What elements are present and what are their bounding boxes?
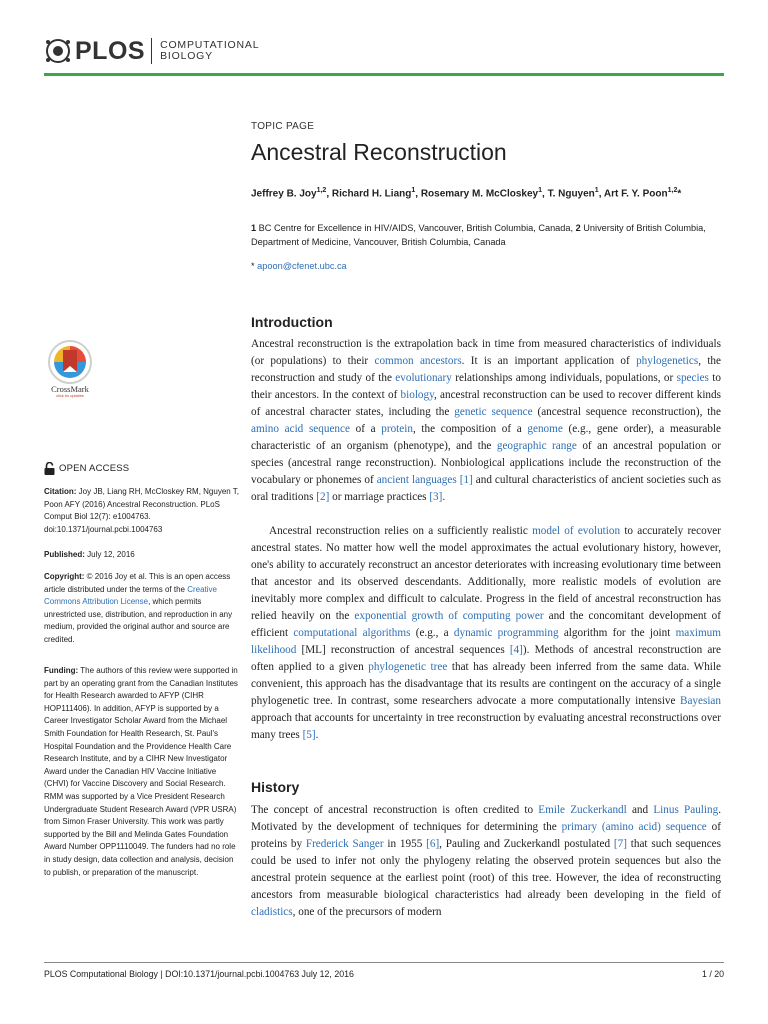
author-name: T. Nguyen [547,188,595,200]
inline-link[interactable]: exponential growth of computing power [354,610,544,622]
body-paragraph [251,336,721,506]
body-text: , Pauling and Zuckerkandl postulated [439,838,614,850]
published-text: July 12, 2016 [87,550,135,559]
body-text: in 1955 [383,838,427,850]
inline-link[interactable]: amino acid sequence [251,423,350,435]
inline-link[interactable]: [4] [509,644,523,656]
section-heading-introduction: Introduction [251,314,333,330]
journal-name [160,40,259,62]
inline-link[interactable]: geographic range [496,440,577,452]
author-separator: , [415,188,421,200]
body-text: The concept of ancestral reconstruction is often credited to [251,804,539,816]
body-text: , ancestral reconstruction can be used to recover different kinds of ancestral character states, including the [251,389,721,418]
author-affiliation-marker: 1,2 [667,187,678,194]
author-separator: , [598,188,604,200]
body-text: [ML] reconstruction of ancestral sequences [296,644,510,656]
copyright-label: Copyright: [44,572,85,581]
inline-link[interactable]: evolutionary [395,372,452,384]
crossmark-label: CrossMark [51,384,89,394]
body-text: that such sequences could be used to infer not only the phylogeny relating the observed protein sequences but also the ancestral protein sequence at the earliest point (root) of this tree. However, the idea of reconstructing ancestors from measurable biological characteristics had already been developing in the field of [251,838,722,901]
funding-statement [44,665,241,879]
published-label: Published: [44,550,85,559]
inline-link[interactable]: common ancestors [374,355,462,367]
affiliations [251,222,706,249]
inline-link[interactable]: [2] [316,491,330,503]
published-date [44,549,241,562]
copyright-notice [44,571,241,647]
author-affiliation-marker: 1 [594,187,599,194]
inline-link[interactable]: phylogenetics [636,355,699,367]
copyright-text: © 2016 Joy et al. This is an open access article distributed under the terms of the [44,572,231,594]
body-text: , the composition of a [412,423,528,435]
inline-link[interactable]: [6] [426,838,440,850]
body-text: (e.g., gene order), a measurable characteristic of an organism (phenotype), and the [251,423,721,452]
body-text: , the reconstruction and study of the [251,355,721,384]
funding-text: The authors of this review were supported in part by an operating grant from the Canadian Institutes for Health Research awarded to AFYP (CIHR HOP111406). In addition, AFYP is supported by a Career Investigator Scholar Award from the Michael Smith Foundation for Health Research, St. Paul's Hospital Foundation and the Providence Health Care Research Institute, and by a CIHR New Investigator Award under the Canadian HIV Vaccine Initiative (CHVI) for Vaccine Discovery and Social Research. RMM was supported by a Vice President Research Undergraduate Student Research Award (VPR USRA) from Simon Fraser University. This work was partly supported by the Bill and Melinda Gates Foundation Award Number OPP1110049. The funders had no role in study design, data collection and analysis, decision to publish, or preparation of the manuscript. [44,666,238,877]
body-paragraph [251,523,721,744]
inline-link[interactable]: dynamic programming [453,627,559,639]
inline-link[interactable]: genome [527,423,563,435]
body-text: algorithm for the joint [558,627,676,639]
inline-link[interactable]: [3] [429,491,443,503]
affiliation-number: 1 [251,223,259,233]
copyright-text-end: , which permits unrestricted use, distribution, and reproduction in any medium, provided the original author and source are credited. [44,597,233,644]
journal-line-2: BIOLOGY [160,50,213,62]
body-text: and the concomitant development of efficient [251,610,721,639]
journal-line-1: COMPUTATIONAL [160,39,260,51]
crossmark-icon [46,338,94,386]
body-text: . [315,729,319,741]
body-text: that has already been inferred from the same data. While convenient, this approach has the disadvantage that its results are contingent on the accuracy of a single phylogenetic tree. In contrast, some researchers advocate a more computationally intensive [251,661,721,707]
body-text: Ancestral reconstruction relies on a sufficiently realistic [269,525,533,537]
inline-link[interactable]: maximum likelihood [251,627,721,656]
inline-link[interactable]: Emile Zuckerkandl [538,804,627,816]
author-name: Rosemary M. McCloskey [420,188,539,200]
author-separator: , [326,188,332,200]
author-separator: , [542,188,548,200]
inline-link[interactable]: Bayesian [679,695,721,707]
inline-link[interactable]: [7] [613,838,627,850]
body-text: Ancestral reconstruction is the extrapolation back in time from measured characteristics of individuals (or populations) to their [251,338,721,367]
inline-link[interactable]: genetic sequence [454,406,533,418]
open-access-label: OPEN ACCESS [59,463,130,474]
body-text: approach that accounts for uncertainty in tree reconstruction by evaluating ancestral reconstructions over many trees [251,712,721,741]
citation [44,486,241,536]
body-text: and cultural characteristics of ancient societies such as oral traditions [251,474,721,503]
author-affiliation-marker: 1 [538,187,542,194]
body-text: . Motivated by the development of techniques for determining the [251,804,721,833]
body-text: , one of the precursors of modern [292,906,442,918]
inline-link[interactable]: cladistics [251,906,293,918]
body-text: ). Methods of ancestral reconstruction are often applied to a given [251,644,721,673]
article-title: Ancestral Reconstruction [251,139,507,165]
page-number: 1 / 20 [701,969,724,979]
body-text: of proteins by [251,821,721,850]
body-text: . It is an important application of [461,355,637,367]
body-text: (e.g., a [410,627,454,639]
affiliation-text: University of British Columbia, Department of Medicine, Vancouver, British Columbia, Canada [251,223,706,247]
footer-citation: PLOS Computational Biology | DOI:10.1371/journal.pcbi.1004763 July 12, 2016 [44,969,354,979]
body-text: of a [349,423,382,435]
author-name: Jeffrey B. Joy [251,188,317,200]
publisher-name: PLOS [75,36,146,65]
citation-text: Joy JB, Liang RH, McCloskey RM, Nguyen T, Poon AFY (2016) Ancestral Reconstruction. PLoS Comput Biol 12(7): e1004763. doi:10.1371/journal.pcbi.1004763 [44,487,240,534]
email-link[interactable]: apoon@cfenet.ubc.ca [257,261,347,271]
inline-link[interactable]: Linus Pauling [653,804,719,816]
author-name: Art F. Y. Poon [603,188,668,200]
body-text: relationships among individuals, populations, or [451,372,677,384]
inline-link[interactable]: protein [381,423,413,435]
inline-link[interactable]: [1] [459,474,473,486]
crossmark-sublabel: click for updates [56,394,84,398]
inline-link[interactable]: computational algorithms [293,627,411,639]
inline-link[interactable]: species [676,372,709,384]
body-text: or marriage practices [329,491,430,503]
plos-logo[interactable] [44,36,259,66]
section-heading-history: History [251,779,300,795]
affiliation-number: 2 [575,223,584,233]
funding-label: Funding: [44,666,79,675]
inline-link[interactable]: biology [400,389,434,401]
inline-link[interactable]: primary (amino acid) sequence [561,821,707,833]
logo-divider [151,38,152,64]
body-text: to accurately recover ancestral states. No matter how well the model approximates the actual evolutionary history, however, one's ability to accurately reconstruct an ancestor deteriorates with increasing evolutionary time between that ancestor and its observed descendants. Additionally, more realistic models of evolution are inevitably more complex and difficult to calculate. Progress in the field of ancestral reconstruction has relied heavily on the [251,525,721,622]
footer-rule [44,962,724,963]
author-affiliation-marker: 1,2 [316,187,327,194]
open-lock-icon [44,462,55,475]
inline-link[interactable]: model of evolution [532,525,621,537]
plos-logo-icon [44,37,72,65]
body-text: of an ancestral population or species (ancestral range reconstruction). Nonbiological applications include the reconstruction of the vocabulary or phonemes of [251,440,721,486]
body-text: (ancestral sequence reconstruction), the [532,406,721,418]
body-paragraph [251,802,721,921]
corresponding-email [251,261,347,271]
crossmark-badge[interactable] [44,338,92,400]
body-text: and [626,804,654,816]
author-separator: * [677,188,682,200]
article-type: TOPIC PAGE [251,121,315,132]
inline-link[interactable]: [5] [302,729,316,741]
inline-link[interactable]: ancient languages [376,474,457,486]
author-name: Richard H. Liang [331,188,412,200]
body-text: to their ancestors. In the context of [251,372,722,401]
author-list [251,183,691,201]
affiliation-text: BC Centre for Excellence in HIV/AIDS, Vancouver, British Columbia, Canada, [258,223,576,233]
citation-label: Citation: [44,487,77,496]
inline-link[interactable]: phylogenetic tree [368,661,448,673]
inline-link[interactable]: Frederick Sanger [305,838,384,850]
email-marker: * [251,261,255,271]
body-text: . [442,491,446,503]
author-affiliation-marker: 1 [411,187,416,194]
open-access-badge [44,462,129,475]
license-link[interactable]: Creative Commons Attribution License [44,584,217,607]
header-rule [44,73,724,76]
